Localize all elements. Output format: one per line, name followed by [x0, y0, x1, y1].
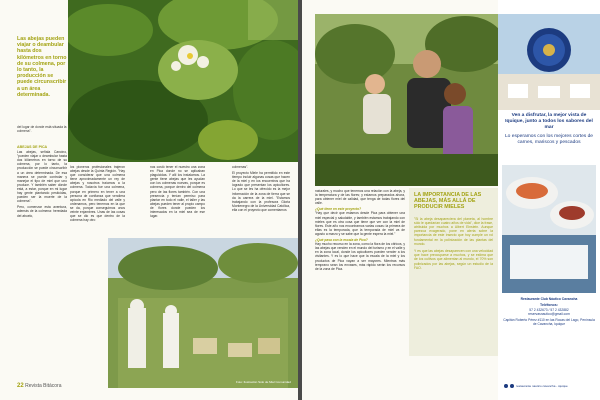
- section-heading: ABEJAS DE PICA: [17, 145, 48, 149]
- paragraph: Y es que las abejas desaparecen con una velocidad que hace preocuparse a muchos, y se estima que de los cultivos que alimentan al mundo, el 70% son polinizados por las abejas, según un estudio de la FAO.: [414, 249, 493, 270]
- highlight-box: [409, 188, 498, 356]
- highlight-body: [414, 217, 493, 270]
- paragraph: El proyecto Miele ha permitido en este tiempo incluir algunas cosas que hacen de la miel y en los encuentros que ha logrado que presentan los apicultores. Lo que se les ha ofrecido es la mejor información de la zona de tierra que se da la carrera de la miel. "Estamos trabajando con la profesora Gloria Montenegro de la Universidad Católica, ella con el proyecto que comentamos: [232, 171, 290, 212]
- question-heading: ¿Qué tiene en este proyecto?: [315, 207, 362, 212]
- article-column-3: [150, 165, 205, 220]
- paragraph: naturales, y mucho que tenemos una relación con la abeja, y la temperatura y de las flores; y estamos preparados ahora, para obtener miel de calidad, que tenga de todas flores del valle.: [315, 189, 405, 206]
- ad-social: [504, 384, 594, 388]
- article-column-1: [17, 145, 67, 220]
- paragraph: Pero, comenzar esta aventura, además de la colmena: heredada del abuelo,: [17, 205, 67, 218]
- paragraph: nos costó tener el nuestro una zona en Pica donde no se aplicaban plaguicidas. Y allí los instalamos. La gente tiene abejas que les ayudan con los colmenas nuevas, porque es colmena, porque dentro del colmena pero de las flores también. Con una presencia y tenían permiso para plantar en todo el valle, el taller y las abejas pueden tener al propio campo de flores donde pueden los interesados en la miel sea de ese lugar.: [150, 165, 205, 219]
- social-handle: restaurante nautico cavancha - iquique: [516, 384, 568, 388]
- left-page: [0, 0, 298, 400]
- family-photo: [315, 14, 498, 186]
- highlight-title: LA IMPORTANCIA DE LAS ABEJAS, MÁS ALLÁ DE PRODUCIR MIELES: [414, 192, 482, 211]
- instagram-icon: [510, 384, 514, 388]
- paragraph: colmenas".: [232, 165, 249, 169]
- article-column-4: [232, 165, 290, 214]
- pull-quote-continuation: del lugar de donde está situada la colmena".: [17, 125, 67, 133]
- restaurant-name: Restaurante Club Náutico Cavancha: [520, 297, 578, 301]
- lemon-tree-photo: [68, 0, 298, 162]
- paragraph: "Si la abeja desapareciera del planeta, al hombre sólo le quedarían cuatro años de vida", dice la frase, atribuida por muchos a Albert Einstein. Aunque parezca exagerado, pone en alerta sobre la importancia de este insecto que hoy cumple un rol fundamental en la polinización de las plantas del mundo.: [414, 216, 493, 246]
- paragraph: Las abejas, señala Cancino, "pueden viajar o deambular hasta dos kilómetros en torno de su colmena, por lo tanto, la producción se puede circunscribir a un área determinada. De esa manera se puede controlar y manejar el tipo de miel que uno produce. Y también saber dónde está, a estar, porque en mi lugar hay gente plantando pesticidas, pueden ser la muerte de la colmena".: [17, 150, 67, 204]
- photo-credit: Foto: Ilustración Sólo de Miel Comunidad: [236, 380, 291, 384]
- magazine-name: Revista Bitácora: [25, 383, 62, 389]
- pull-quote: Las abejas pueden viajar o deambular hasta dos kilómetros en torno de su colmena, por lo tanto, la producción se puede circunscribir a un área determinada.: [17, 36, 67, 98]
- phone-label: Teléfonos:: [540, 303, 558, 308]
- article-column-right: [315, 189, 405, 273]
- email: reservasnautico@gmail.com: [528, 311, 570, 316]
- facebook-icon: [504, 384, 508, 388]
- ad-contact: [502, 297, 596, 327]
- question-heading: ¿Qué pasa con la escala de Pica?: [315, 238, 368, 243]
- right-page: [302, 0, 600, 400]
- ad-restaurant-photo: [498, 14, 600, 110]
- ad-tagline: Ven a disfrutar, la mejor vista de Iquique, junto a todos los sabores del mar: [505, 113, 593, 130]
- ad-subtitle: Lo esperamos con los mejores cortes de carnes, mariscos y pescados: [504, 134, 594, 145]
- article-column-2: [70, 165, 125, 224]
- page-number: 22: [17, 383, 24, 389]
- page-footer: [17, 383, 61, 389]
- restaurant-ad: [498, 0, 600, 400]
- ad-food-photo: [502, 165, 596, 293]
- paragraph: los pioneros profesionales trajeron abejas desde la Quinta Región. "Hay que considerar que una colmena tiene aproximadamente un rey de abejas y nosotros traíamos a la colmena. Todavía fue una colmena, porque en primero en tener a una persona de confianza que vendiera apícola en Rio mediado del valle y ordenamos, pero tenemos en la que se da, porque conseguimos unos veinte enjambres. Unas de las cosas que se dio es que dentro de la colmena hay otro: [70, 165, 125, 223]
- address: Capitán Roberto Pérez #110 en las Rocas del Lago, Península de Cavancha, Iquique: [503, 318, 595, 327]
- phone-numbers: 57 2 432673 / 57 2 432882: [529, 307, 569, 312]
- paragraph: Hay mucho recurso en la zona, como la flora de los cítricos, y las abejas que venden en el mundo del turismo y en el valle y en la zona local, donde los apicultores pueden vender a los visitantes. Y es lo que hace que la escala de la miel y los productos de Pica vayan a ser mayores. Mientras más temprano sean los envases, más rápido serán los recursos de la zona de Pica.: [315, 242, 405, 271]
- paragraph: "Hay que decir que estamos desde Pica para obtener una miel especial y saludable, y también estamos trabajando con mieles que es otra cosa que tiene que ver con la miel de flores. Este año nos encontramos varias cosas: la primera de ellas es la temporada, que la temporada de miel va de agosto a marzo y se sabe que la gente espera la miel.": [315, 211, 405, 236]
- beekeepers-photo: [108, 238, 298, 388]
